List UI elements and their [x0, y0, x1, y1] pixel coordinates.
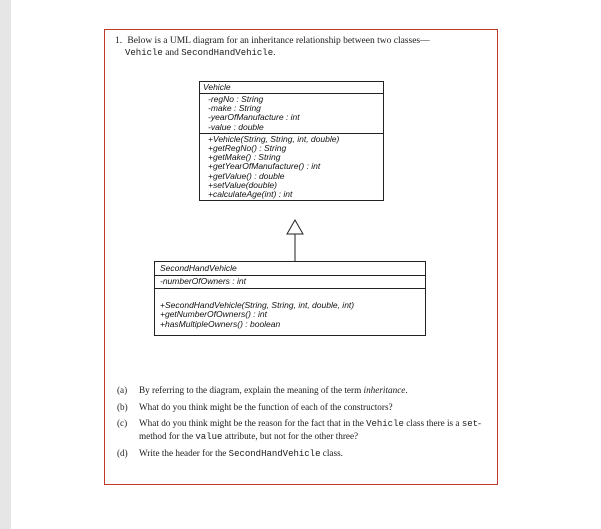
uml-operation: +Vehicle(String, String, int, double) — [208, 133, 340, 144]
uml-class-vehicle — [199, 81, 384, 201]
uml-attributes — [155, 276, 425, 289]
class-name-vehicle: Vehicle — [125, 48, 163, 58]
subquestion-text: By referring to the diagram, explain the meaning of the term — [139, 385, 364, 395]
uml-operation: +getNumberOfOwners() : int — [160, 309, 267, 320]
generalization-arrowhead — [287, 220, 303, 234]
question-frame — [104, 29, 498, 485]
uml-attribute: -yearOfManufacture : int — [208, 112, 300, 123]
class-name-secondhandvehicle: SecondHandVehicle — [181, 48, 274, 58]
subquestion-text: Write the header for the — [139, 448, 229, 458]
code-value: value — [195, 431, 223, 442]
intro-and: and — [165, 48, 179, 58]
subquestion-text: What do you think might be the reason for the fact that in the — [139, 418, 367, 428]
subquestion-text: What do you think might be the function of each of the constructors? — [139, 401, 393, 412]
subquestion-label: (a) — [117, 385, 128, 395]
uml-operation: +getMake() : String — [208, 152, 281, 163]
uml-class-title: Vehicle — [200, 82, 383, 94]
subquestion-text: -method for the — [139, 418, 482, 441]
uml-attribute: -regNo : String — [208, 94, 264, 104]
code-set: set — [461, 419, 479, 429]
intro-text: Below is a UML diagram for an inheritance relationship between two classes— — [127, 36, 430, 46]
uml-operation: +getValue() : double — [208, 170, 285, 181]
uml-attribute: -value : double — [208, 121, 264, 132]
uml-operation: +getYearOfManufacture() : int — [208, 161, 321, 172]
term-inheritance: inheritance — [363, 385, 406, 395]
window-edge — [0, 0, 11, 529]
subquestion-label: (b) — [117, 401, 128, 412]
uml-operation: +setValue(double) — [208, 179, 277, 190]
subquestion-label: (d) — [117, 448, 128, 458]
uml-operation: +SecondHandVehicle(String, String, int, double, int) — [160, 300, 355, 311]
uml-attributes — [200, 94, 383, 134]
subquestion-label: (c) — [117, 418, 128, 428]
subquestion-text: class. — [320, 448, 343, 458]
uml-operations — [155, 289, 425, 335]
inheritance-arrow — [285, 219, 305, 264]
uml-operation: +getRegNo() : String — [208, 143, 287, 154]
subquestion-text: attribute, but not for the other three? — [222, 430, 359, 441]
intro-period: . — [273, 48, 276, 58]
uml-operation: +calculateAge(int) : int — [208, 189, 293, 200]
subquestions-list — [117, 385, 487, 466]
subquestion-d — [117, 448, 487, 461]
uml-class-secondhandvehicle — [154, 261, 426, 336]
uml-operations — [200, 134, 383, 200]
subquestion-text: . — [405, 385, 408, 395]
subquestion-c — [117, 418, 487, 443]
subquestion-text: class there is a — [403, 418, 462, 428]
question-number: 1. — [115, 36, 123, 46]
code-secondhandvehicle: SecondHandVehicle — [228, 449, 321, 459]
question-intro — [115, 35, 485, 59]
code-vehicle: Vehicle — [366, 419, 404, 429]
uml-operation: +hasMultipleOwners() : boolean — [160, 318, 281, 329]
subquestion-b — [117, 402, 487, 414]
uml-class-title: SecondHandVehicle — [155, 262, 425, 276]
uml-attribute: -numberOfOwners : int — [160, 276, 246, 286]
subquestion-a — [117, 385, 487, 397]
uml-attribute: -make : String — [208, 103, 261, 114]
